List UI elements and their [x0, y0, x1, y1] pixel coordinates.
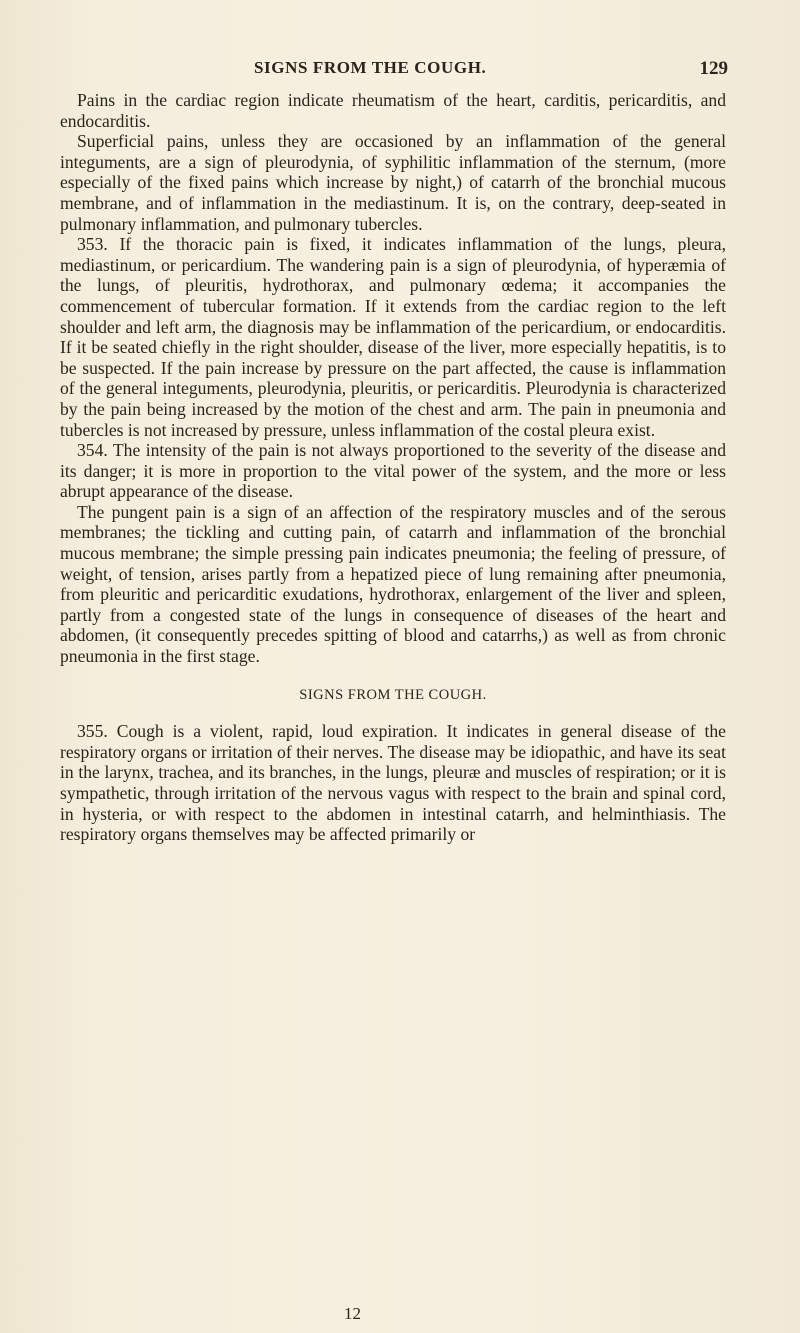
- body-text: [60, 90, 726, 845]
- signature-mark: 12: [344, 1304, 361, 1323]
- paragraph-pungent-pain: The pungent pain is a sign of an affection of the respiratory muscles and of the serous membranes; the tickling and cutting pain, of catarrh and inflammation of the bronchial mucous membrane; the simple pressing pain indicates pneumonia; the feeling of pressure, of weight, of tension, arises partly from a hepatized piece of lung remaining after pneumonia, from pleuritic and pericarditic exudations, hydrothorax, enlargement of the liver and spleen, partly from a congested state of the lungs in consequence of diseases of the heart and abdomen, (it consequently precedes spitting of blood and catarrhs,) as well as from chronic pneumonia in the first stage.: [60, 501, 726, 667]
- running-title: SIGNS FROM THE COUGH.: [254, 58, 487, 77]
- paragraph-353: 353. If the thoracic pain is fixed, it indicates inflammation of the lungs, pleura, mediastinum, or pericardium. The wandering pain is a sign of pleurodynia, of hyperæmia of the lungs, of pleuritis, hydrothorax, and pulmonary œdema; it accompanies the commencement of tubercular formation. If it extends from the cardiac region to the left shoulder and left arm, the diagnosis may be inflammation of the pericardium, or endocarditis. If it be seated chiefly in the right shoulder, disease of the liver, more especially hepatitis, is to be suspected. If the pain increase by pressure on the part affected, the cause is inflammation of the general integuments, pleurodynia, pleuritis, or pericarditis. Pleurodynia is characterized by the pain being increased by the motion of the chest and arm. The pain in pneumonia and tubercles is not increased by pressure, unless inflammation of the costal pleura exist.: [60, 234, 726, 440]
- paragraph-cardiac-pains: Pains in the cardiac region indicate rheumatism of the heart, carditis, pericarditis, and endocarditis.: [60, 90, 726, 131]
- section-heading: SIGNS FROM THE COUGH.: [299, 686, 487, 703]
- paragraph-superficial-pains: Superficial pains, unless they are occasioned by an inflammation of the general integuments, are a sign of pleurodynia, of syphilitic inflammation of the sternum, (more especially of the fixed pains which increase by night,) of catarrh of the bronchial mucous membrane, and of inflammation in the mediastinum. It is, on the contrary, deep-seated in pulmonary inflammation, and pulmonary tubercles.: [60, 131, 726, 234]
- running-head: [76, 58, 728, 82]
- paragraph-354: 354. The intensity of the pain is not always proportioned to the severity of the disease and its danger; it is more in proportion to the vital power of the system, and the more or less abrupt appearance of the disease.: [60, 440, 726, 502]
- paragraph-355: 355. Cough is a violent, rapid, loud expiration. It indicates in general disease of the respiratory organs or irritation of their nerves. The disease may be idiopathic, and have its seat in the larynx, trachea, and its branches, in the lungs, pleuræ and muscles of respiration; or it is sympathetic, through irritation of the nervous vagus with respect to the brain and spinal cord, in hysteria, or with respect to the abdomen in intestinal catarrh, and helminthiasis. The respiratory organs themselves may be affected primarily or: [60, 721, 726, 845]
- page-number: 129: [699, 58, 728, 79]
